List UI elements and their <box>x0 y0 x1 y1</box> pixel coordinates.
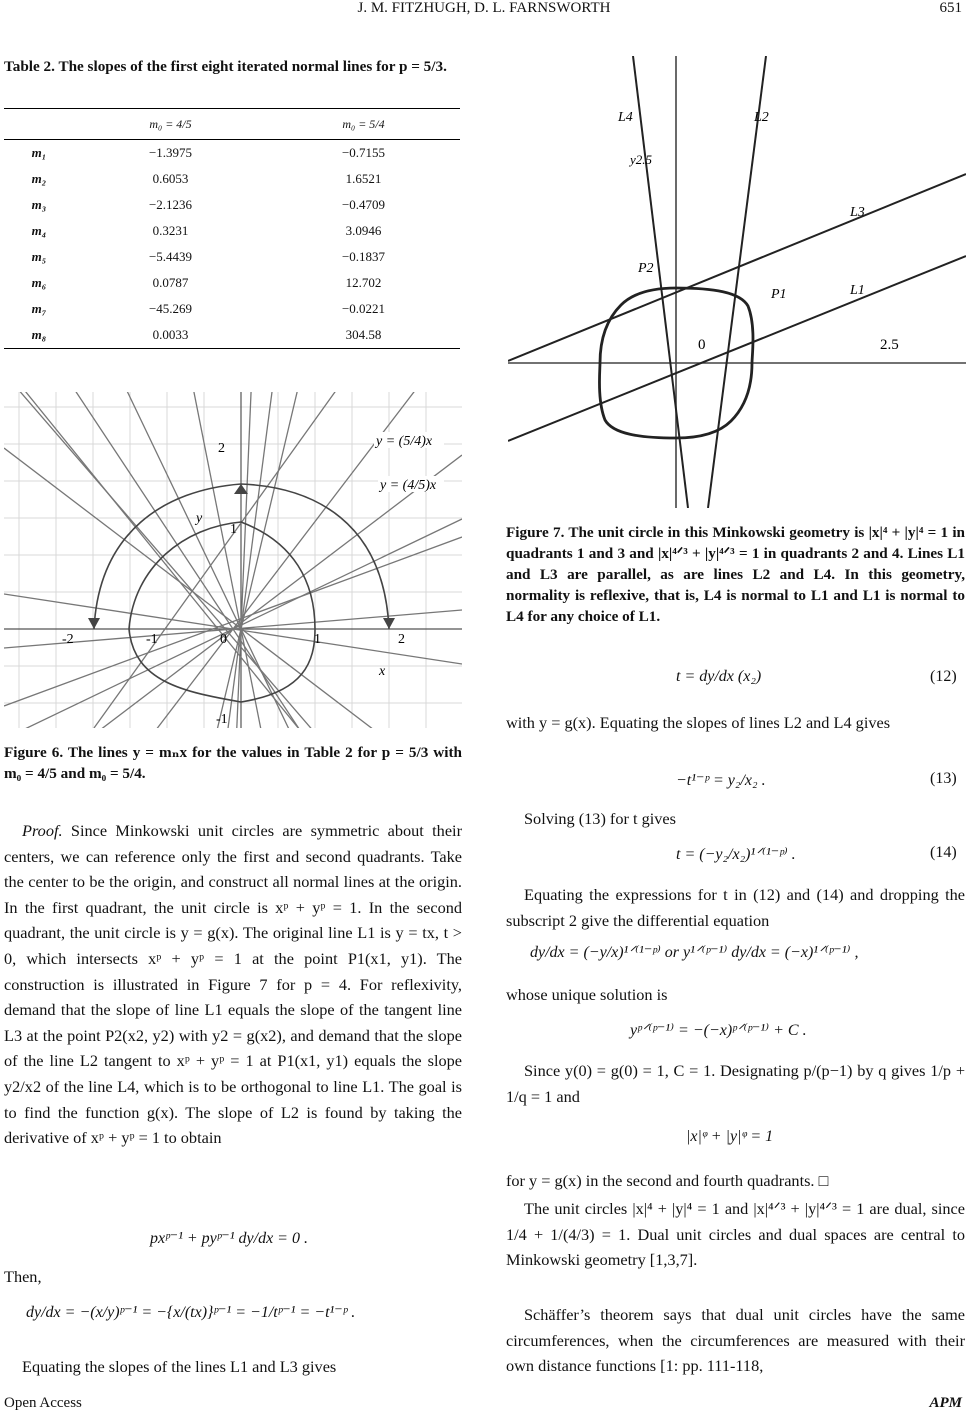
cell: 304.58 <box>345 327 382 342</box>
figure6-tick-yn1: -1 <box>216 712 228 727</box>
cell: −0.0221 <box>341 301 386 316</box>
table2-header-row <box>4 109 460 140</box>
equating-text: Equating the slopes of the lines L1 and L3 gives <box>22 1357 337 1376</box>
figure6-axis-y: y <box>196 511 203 526</box>
row-label: m₅ <box>31 249 47 264</box>
figure6-tick-y1: 1 <box>230 522 237 537</box>
cell: 3.0946 <box>345 223 382 238</box>
row-label: m₂ <box>31 171 47 186</box>
figure7-label-L4: L4 <box>618 110 633 125</box>
equation-q-circle: |x|ᵠ + |y|ᵠ = 1 <box>686 1128 774 1145</box>
figure7-label-P2: P2 <box>638 261 654 276</box>
figure7-plot <box>508 56 966 508</box>
running-title: J. M. FITZHUGH, D. L. FARNSWORTH <box>357 0 611 16</box>
row-label: m₁ <box>31 145 47 160</box>
figure6-tick-p2: 2 <box>398 632 405 647</box>
cell: 0.3231 <box>152 223 189 238</box>
equation-slope: dy/dx = −(x/y)ᵖ⁻¹ = −{x/(tx)}ᵖ⁻¹ = −1/tᵖ⁻¹ = −t¹⁻ᵖ . <box>26 1304 356 1321</box>
equation-13-number: (13) <box>930 770 957 787</box>
cell: 0.0033 <box>152 327 189 342</box>
page-number: 651 <box>939 0 962 16</box>
proof-text: Since Minkowski unit circles are symmetric about their centers, we can reference only the first and second quadrants. Take the center to be the origin, and construct all normal lines at the origin. In the first quadrant, the unit circle is xᵖ + yᵖ = 1. In the second quadrant, the unit circle is y = g(x). The original line L1 is y = tx, t > 0, which intersects xᵖ + yᵖ = 1 at the point P1(x1, y1). The construction is illustrated in Figure 7 for p = 4. For reflexivity, demand that the slope of line L1 equals the slope of the tangent line L3 at the point P2(x2, y2) with y2 = g(x2), and demand that the slope of the line L2 tangent to xᵖ + yᵖ = 1 at P1(x1, y1) equals the slope y2/x2 of the line L4, which is to be orthogonal to line L1. The goal is to find the function g(x). The slope of L2 is found by taking the derivative of xᵖ + yᵖ = 1 to obtain <box>4 821 462 1148</box>
cell: 12.702 <box>345 275 382 290</box>
table-row <box>4 192 460 218</box>
figure7-line-L4 <box>633 56 688 508</box>
cell: −5.4439 <box>148 249 193 264</box>
figure7-caption: Figure 7. The unit circle in this Minkowski geometry is |x|⁴ + |y|⁴ = 1 in quadrants 1 and 3 and |x|⁴ᐟ³ + |y|⁴ᐟ³ = 1 in quadrants 2 and 4. Lines L1 and L3 are parallel, as are lines L2 and L4. In this geometry, normality is reflexive, that is, L4 is normal to L1 and L1 is normal to L4 for any choice of L1. <box>506 524 965 625</box>
cell: −45.269 <box>148 301 193 316</box>
row-label: m₃ <box>31 197 47 212</box>
cell: −0.7155 <box>341 145 386 160</box>
figure6-caption: Figure 6. The lines y = mₙx for the values in Table 2 for p = 5/3 with m₀ = 4/5 and m₀ = 5/4. <box>4 744 462 782</box>
row-label: m₇ <box>31 301 47 316</box>
page-header <box>0 0 968 26</box>
cell: 1.6521 <box>345 171 382 186</box>
figure6-tick-y2: 2 <box>218 441 225 456</box>
cell: 0.6053 <box>152 171 189 186</box>
figure6-tick-n2: -2 <box>62 632 74 647</box>
equation-12: t = dy/dx (x₂) <box>676 668 762 685</box>
figure7-label-y25: y2.5 <box>630 152 653 167</box>
equation-derivative: pxᵖ⁻¹ + pyᵖ⁻¹ dy/dx = 0 . <box>150 1230 308 1247</box>
figure6-plot <box>4 392 462 728</box>
row-label: m₄ <box>31 223 47 238</box>
table2-caption: Table 2. The slopes of the first eight iterated normal lines for p = 5/3. <box>4 58 447 75</box>
table2-col2: m₀ = 5/4 <box>342 116 385 131</box>
table-row <box>4 322 460 349</box>
since-text: Since y(0) = g(0) = 1, C = 1. Designating p/(p−1) by q gives 1/p + 1/q = 1 and <box>506 1061 965 1106</box>
table2-col1: m₀ = 4/5 <box>149 116 192 131</box>
equating2-text: Equating the expressions for t in (12) and (14) and dropping the subscript 2 give the differential equation <box>506 885 965 930</box>
then-text: Then, <box>4 1267 42 1286</box>
table-row <box>4 296 460 322</box>
equation-12-number: (12) <box>930 668 957 685</box>
proof-paragraph <box>4 818 462 1151</box>
figure6-tick-n1: -1 <box>146 632 158 647</box>
table2 <box>4 108 460 349</box>
figure7-label-x25: 2.5 <box>880 337 899 353</box>
figure6-tick-zero: 0 <box>220 632 227 647</box>
equation-13: −t¹⁻ᵖ = y₂/x₂ . <box>676 772 766 789</box>
with-text: with y = g(x). Equating the slopes of lines L2 and L4 gives <box>506 713 891 732</box>
figure7-line-L3 <box>508 174 966 361</box>
figure7-label-L3: L3 <box>850 205 865 220</box>
table-row <box>4 218 460 244</box>
table-row <box>4 270 460 296</box>
row-label: m₈ <box>31 327 47 342</box>
equation-14-number: (14) <box>930 844 957 861</box>
figure6-label-upper: y = (5/4)x <box>376 434 433 449</box>
table-row <box>4 140 460 167</box>
equation-solution: yᵖᐟ⁽ᵖ⁻¹⁾ = −(−x)ᵖᐟ⁽ᵖ⁻¹⁾ + C . <box>630 1022 807 1039</box>
equation-14: t = (−y₂/x₂)¹ᐟ⁽¹⁻ᵖ⁾ . <box>676 846 796 863</box>
figure7-label-zero: 0 <box>698 337 706 353</box>
solving-text: Solving (13) for t gives <box>524 809 676 828</box>
cell: −2.1236 <box>148 197 193 212</box>
cell: −0.4709 <box>341 197 386 212</box>
cell: −0.1837 <box>341 249 386 264</box>
cell: 0.0787 <box>152 275 189 290</box>
equation-differential: dy/dx = (−y/x)¹ᐟ⁽¹⁻ᵖ⁾ or y¹ᐟ⁽ᵖ⁻¹⁾ dy/dx = (−x)¹ᐟ⁽ᵖ⁻¹⁾ , <box>530 944 859 961</box>
figure7-label-L2: L2 <box>754 110 769 125</box>
figure7-label-P1: P1 <box>771 287 787 302</box>
table-row <box>4 244 460 270</box>
proof-label: Proof. <box>22 821 63 840</box>
for-text: for y = g(x) in the second and fourth quadrants. □ <box>506 1171 829 1190</box>
dual-paragraph: The unit circles |x|⁴ + |y|⁴ = 1 and |x|⁴ᐟ³ + |y|⁴ᐟ³ = 1 are dual, since 1/4 + 1/(4/3) = 1. Dual unit circles and dual spaces are central to Minkowski geometry [1,3,7]. <box>506 1199 965 1270</box>
table-row <box>4 166 460 192</box>
figure6-axis-x: x <box>379 664 386 679</box>
whose-text: whose unique solution is <box>506 985 668 1004</box>
figure7-label-L1: L1 <box>850 283 865 298</box>
cell: −1.3975 <box>148 145 193 160</box>
footer-journal: APM <box>929 1395 962 1411</box>
footer-open-access: Open Access <box>4 1395 82 1411</box>
figure6-tick-p1: 1 <box>314 632 321 647</box>
figure6-label-lower: y = (4/5)x <box>380 478 437 493</box>
row-label: m₆ <box>31 275 47 290</box>
schaffer-paragraph: Schäffer’s theorem says that dual unit circles have the same circumferences, when the circumferences are measured with their own distance functions [1: pp. 111-118, <box>506 1305 965 1376</box>
